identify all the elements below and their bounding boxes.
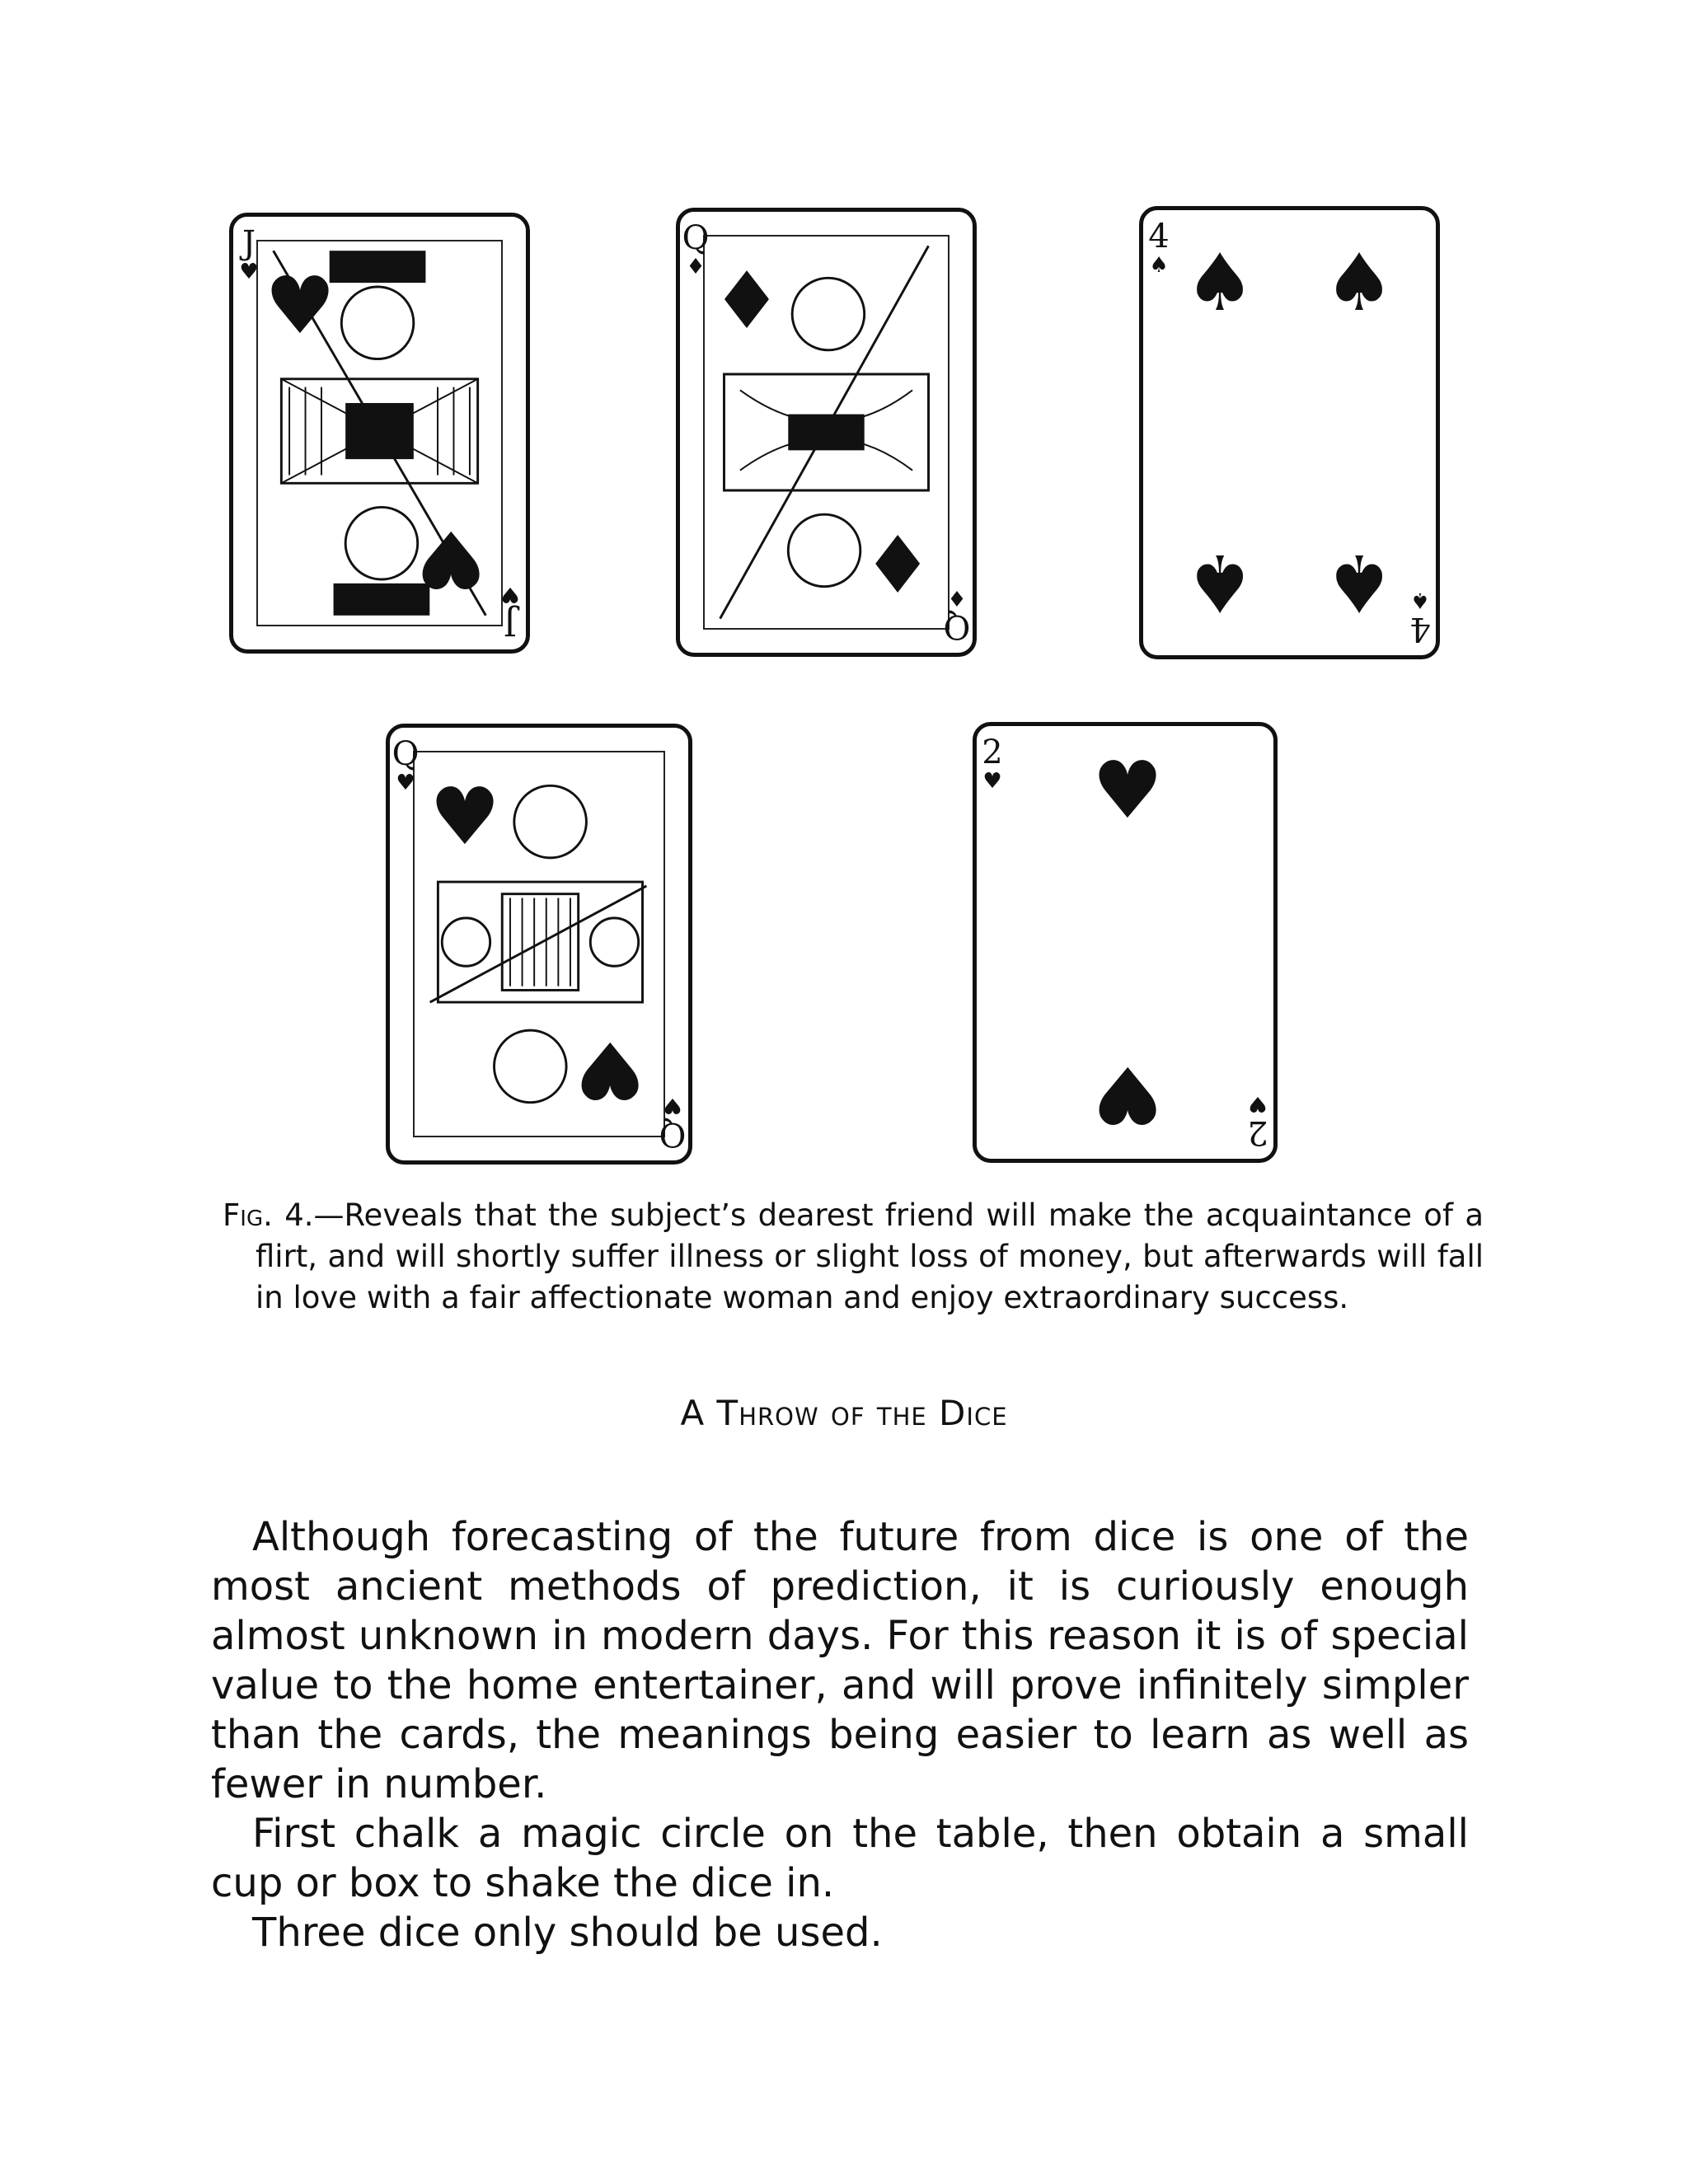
- card-corner-index: 4 ♠: [1409, 588, 1431, 648]
- card-corner-index: 2 ♥: [1247, 1091, 1268, 1151]
- jack-of-hearts-card: [229, 213, 530, 654]
- spade-pip-icon: ♠: [1184, 237, 1256, 329]
- card-corner-index: Q ♥: [392, 735, 420, 795]
- body-text: [211, 1512, 1469, 1957]
- card-corner-index: J ♥: [500, 582, 520, 642]
- paragraph: First chalk a magic circle on the table, then obtain a small cup or box to shake the dice in.: [211, 1811, 1469, 1906]
- card-corner-index: 4 ♠: [1148, 218, 1170, 278]
- queen-of-hearts-card: [386, 724, 692, 1165]
- paragraph: Although forecasting of the future from dice is one of the most ancient methods of prediction, it is curiously enough almost unknown in modern days. For this reason it is of special value to the home entertainer, and will prove infinitely simpler than the cards, the meanings being easier to learn as well as fewer in number.: [211, 1514, 1469, 1807]
- heart-pip-icon: ♥: [265, 260, 336, 352]
- heart-pip-icon: ♥: [1092, 744, 1164, 837]
- spade-pip-icon: ♠: [1184, 537, 1256, 629]
- figure-caption: [223, 1195, 1484, 1319]
- caption-text: 4.—Reveals that the subject’s dearest friend will make the acquaintance of a flirt, and will shortly suffer illness or slight loss of money, but afterwards will fall in love with a fair affectionate woman and enjoy extraordinary success.: [256, 1197, 1484, 1315]
- card-corner-index: 2 ♥: [982, 733, 1003, 794]
- section-heading: A Throw of the Dice: [680, 1393, 1008, 1433]
- diamond-pip-icon: ♦: [861, 516, 933, 608]
- queen-of-diamonds-card: [676, 208, 977, 657]
- four-of-spades-card: [1139, 206, 1440, 659]
- heart-pip-icon: ♥: [429, 771, 501, 863]
- spade-pip-icon: ♠: [1323, 237, 1395, 329]
- spade-pip-icon: ♠: [1323, 537, 1395, 629]
- figure-label: Fig.: [223, 1197, 273, 1233]
- heart-pip-icon: ♥: [574, 1024, 645, 1116]
- two-of-hearts-card: [973, 722, 1278, 1163]
- diamond-pip-icon: ♦: [711, 255, 783, 347]
- heart-pip-icon: ♥: [1092, 1048, 1164, 1141]
- card-corner-index: Q ♦: [943, 585, 971, 645]
- card-corner-index: Q ♥: [659, 1093, 687, 1153]
- card-corner-index: J ♥: [239, 224, 259, 284]
- card-corner-index: Q ♦: [682, 219, 710, 279]
- paragraph: Three dice only should be used.: [252, 1910, 883, 1956]
- heart-pip-icon: ♥: [415, 513, 486, 605]
